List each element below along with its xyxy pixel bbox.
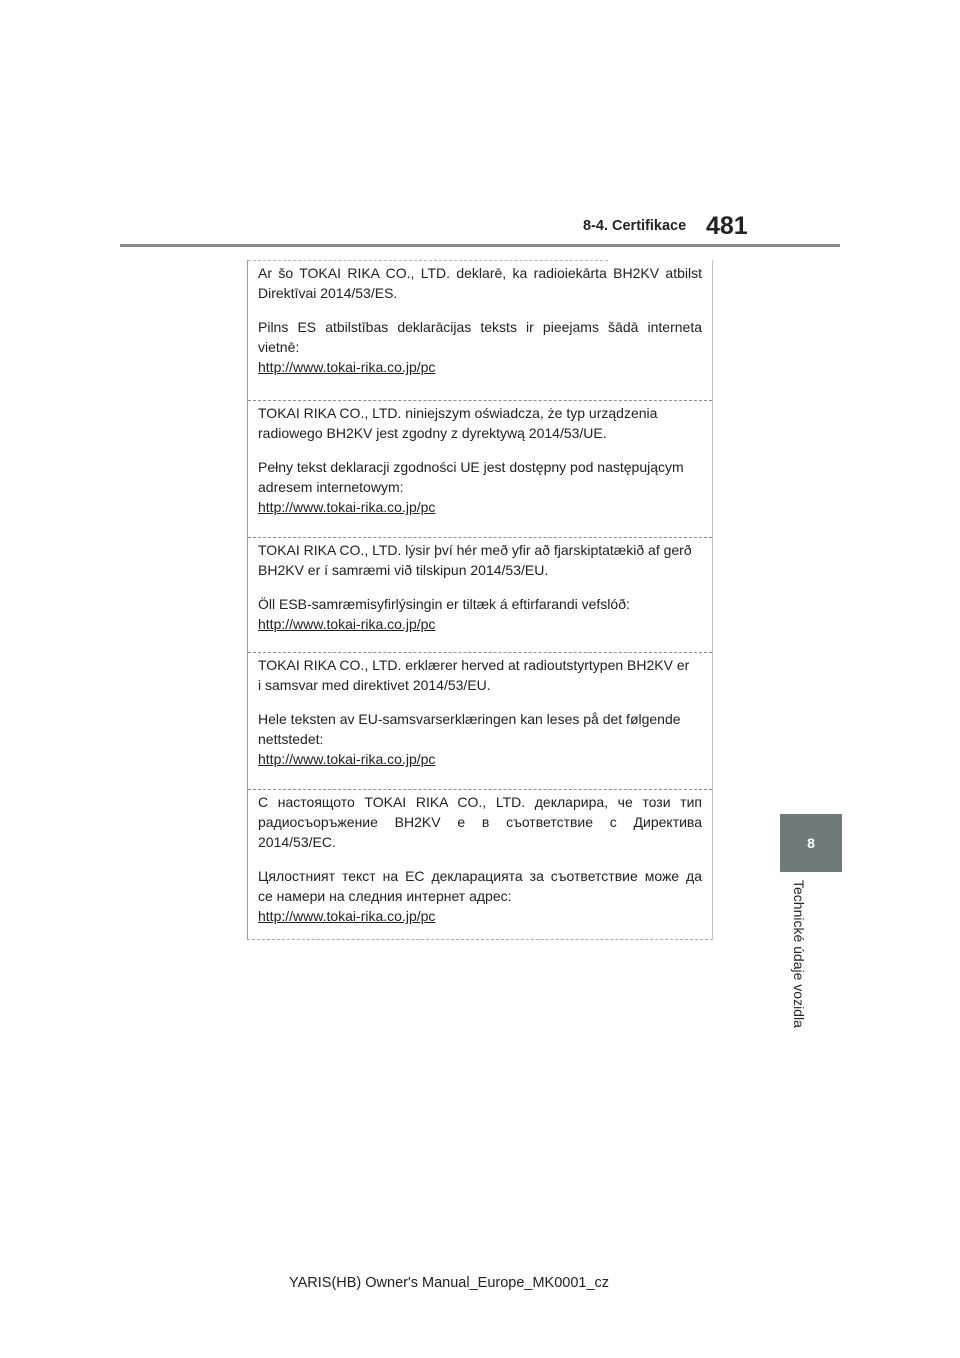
declaration-text: Ar šo TOKAI RIKA CO., LTD. deklarē, ka radioiekārta BH2KV atbilst — [258, 265, 702, 281]
chapter-side-label: Technické údaje vozidla — [791, 880, 807, 1028]
declaration-text: BH2KV er í samræmi við tilskipun 2014/53/EU. — [258, 562, 549, 578]
manual-footer: YARIS(HB) Owner's Manual_Europe_MK0001_cz — [289, 1275, 610, 1291]
declaration-bulgarian — [248, 789, 712, 939]
declaration-availability: Pilns ES atbilstības deklarācijas teksts ir pieejams šādā interneta — [258, 319, 702, 335]
declaration-url[interactable]: http://www.tokai-rika.co.jp/pc — [258, 499, 436, 515]
declaration-availability: adresem internetowym: — [258, 479, 404, 495]
declaration-polish — [248, 400, 712, 536]
declaration-availability: се намери на следния интернет адрес: — [258, 888, 512, 904]
declaration-norwegian — [248, 652, 712, 788]
declaration-availability: Hele teksten av EU-samsvarserklæringen kan leses på det følgende — [258, 711, 681, 727]
declaration-availability: nettstedet: — [258, 731, 324, 747]
declaration-text: i samsvar med direktivet 2014/53/EU. — [258, 677, 491, 693]
declaration-text: radiowego BH2KV jest zgodny z dyrektywą 2014/53/UE. — [258, 425, 607, 441]
declaration-url[interactable]: http://www.tokai-rika.co.jp/pc — [258, 908, 436, 924]
declaration-text: С настоящото TOKAI RIKA CO., LTD. декларира, че този тип — [258, 794, 702, 810]
declaration-text: TOKAI RIKA CO., LTD. lýsir því hér með yfir að fjarskiptatækið af gerð — [258, 542, 692, 558]
declaration-availability: Pełny tekst deklaracji zgodności UE jest dostępny pod następującym — [258, 459, 684, 475]
declaration-text: радиосъоръжение BH2KV е в съответствие с Директива — [258, 814, 702, 830]
declaration-url[interactable]: http://www.tokai-rika.co.jp/pc — [258, 751, 436, 767]
page-number: 481 — [706, 212, 748, 240]
declaration-text: Direktīvai 2014/53/ES. — [258, 285, 398, 301]
declaration-latvian — [248, 263, 712, 399]
section-title: 8-4. Certifikace — [583, 218, 687, 234]
declaration-icelandic — [248, 537, 712, 651]
declaration-url[interactable]: http://www.tokai-rika.co.jp/pc — [258, 616, 436, 632]
declaration-text: TOKAI RIKA CO., LTD. niniejszym oświadcza, że typ urządzenia — [258, 405, 658, 421]
declaration-text: 2014/53/ЕС. — [258, 834, 336, 850]
declaration-text: TOKAI RIKA CO., LTD. erklærer herved at radioutstyrtypen BH2KV er — [258, 657, 690, 673]
declaration-availability: Öll ESB-samræmisyfirlýsingin er tiltæk á eftirfarandi vefslóð: — [258, 596, 630, 612]
declaration-availability: Цялостният текст на ЕС декларацията за съответствие може да — [258, 868, 702, 884]
declaration-url[interactable]: http://www.tokai-rika.co.jp/pc — [258, 359, 436, 375]
header-divider — [120, 244, 840, 247]
chapter-tab: 8 — [780, 814, 842, 872]
declaration-availability: vietnē: — [258, 339, 300, 355]
declaration-scan — [247, 260, 713, 940]
